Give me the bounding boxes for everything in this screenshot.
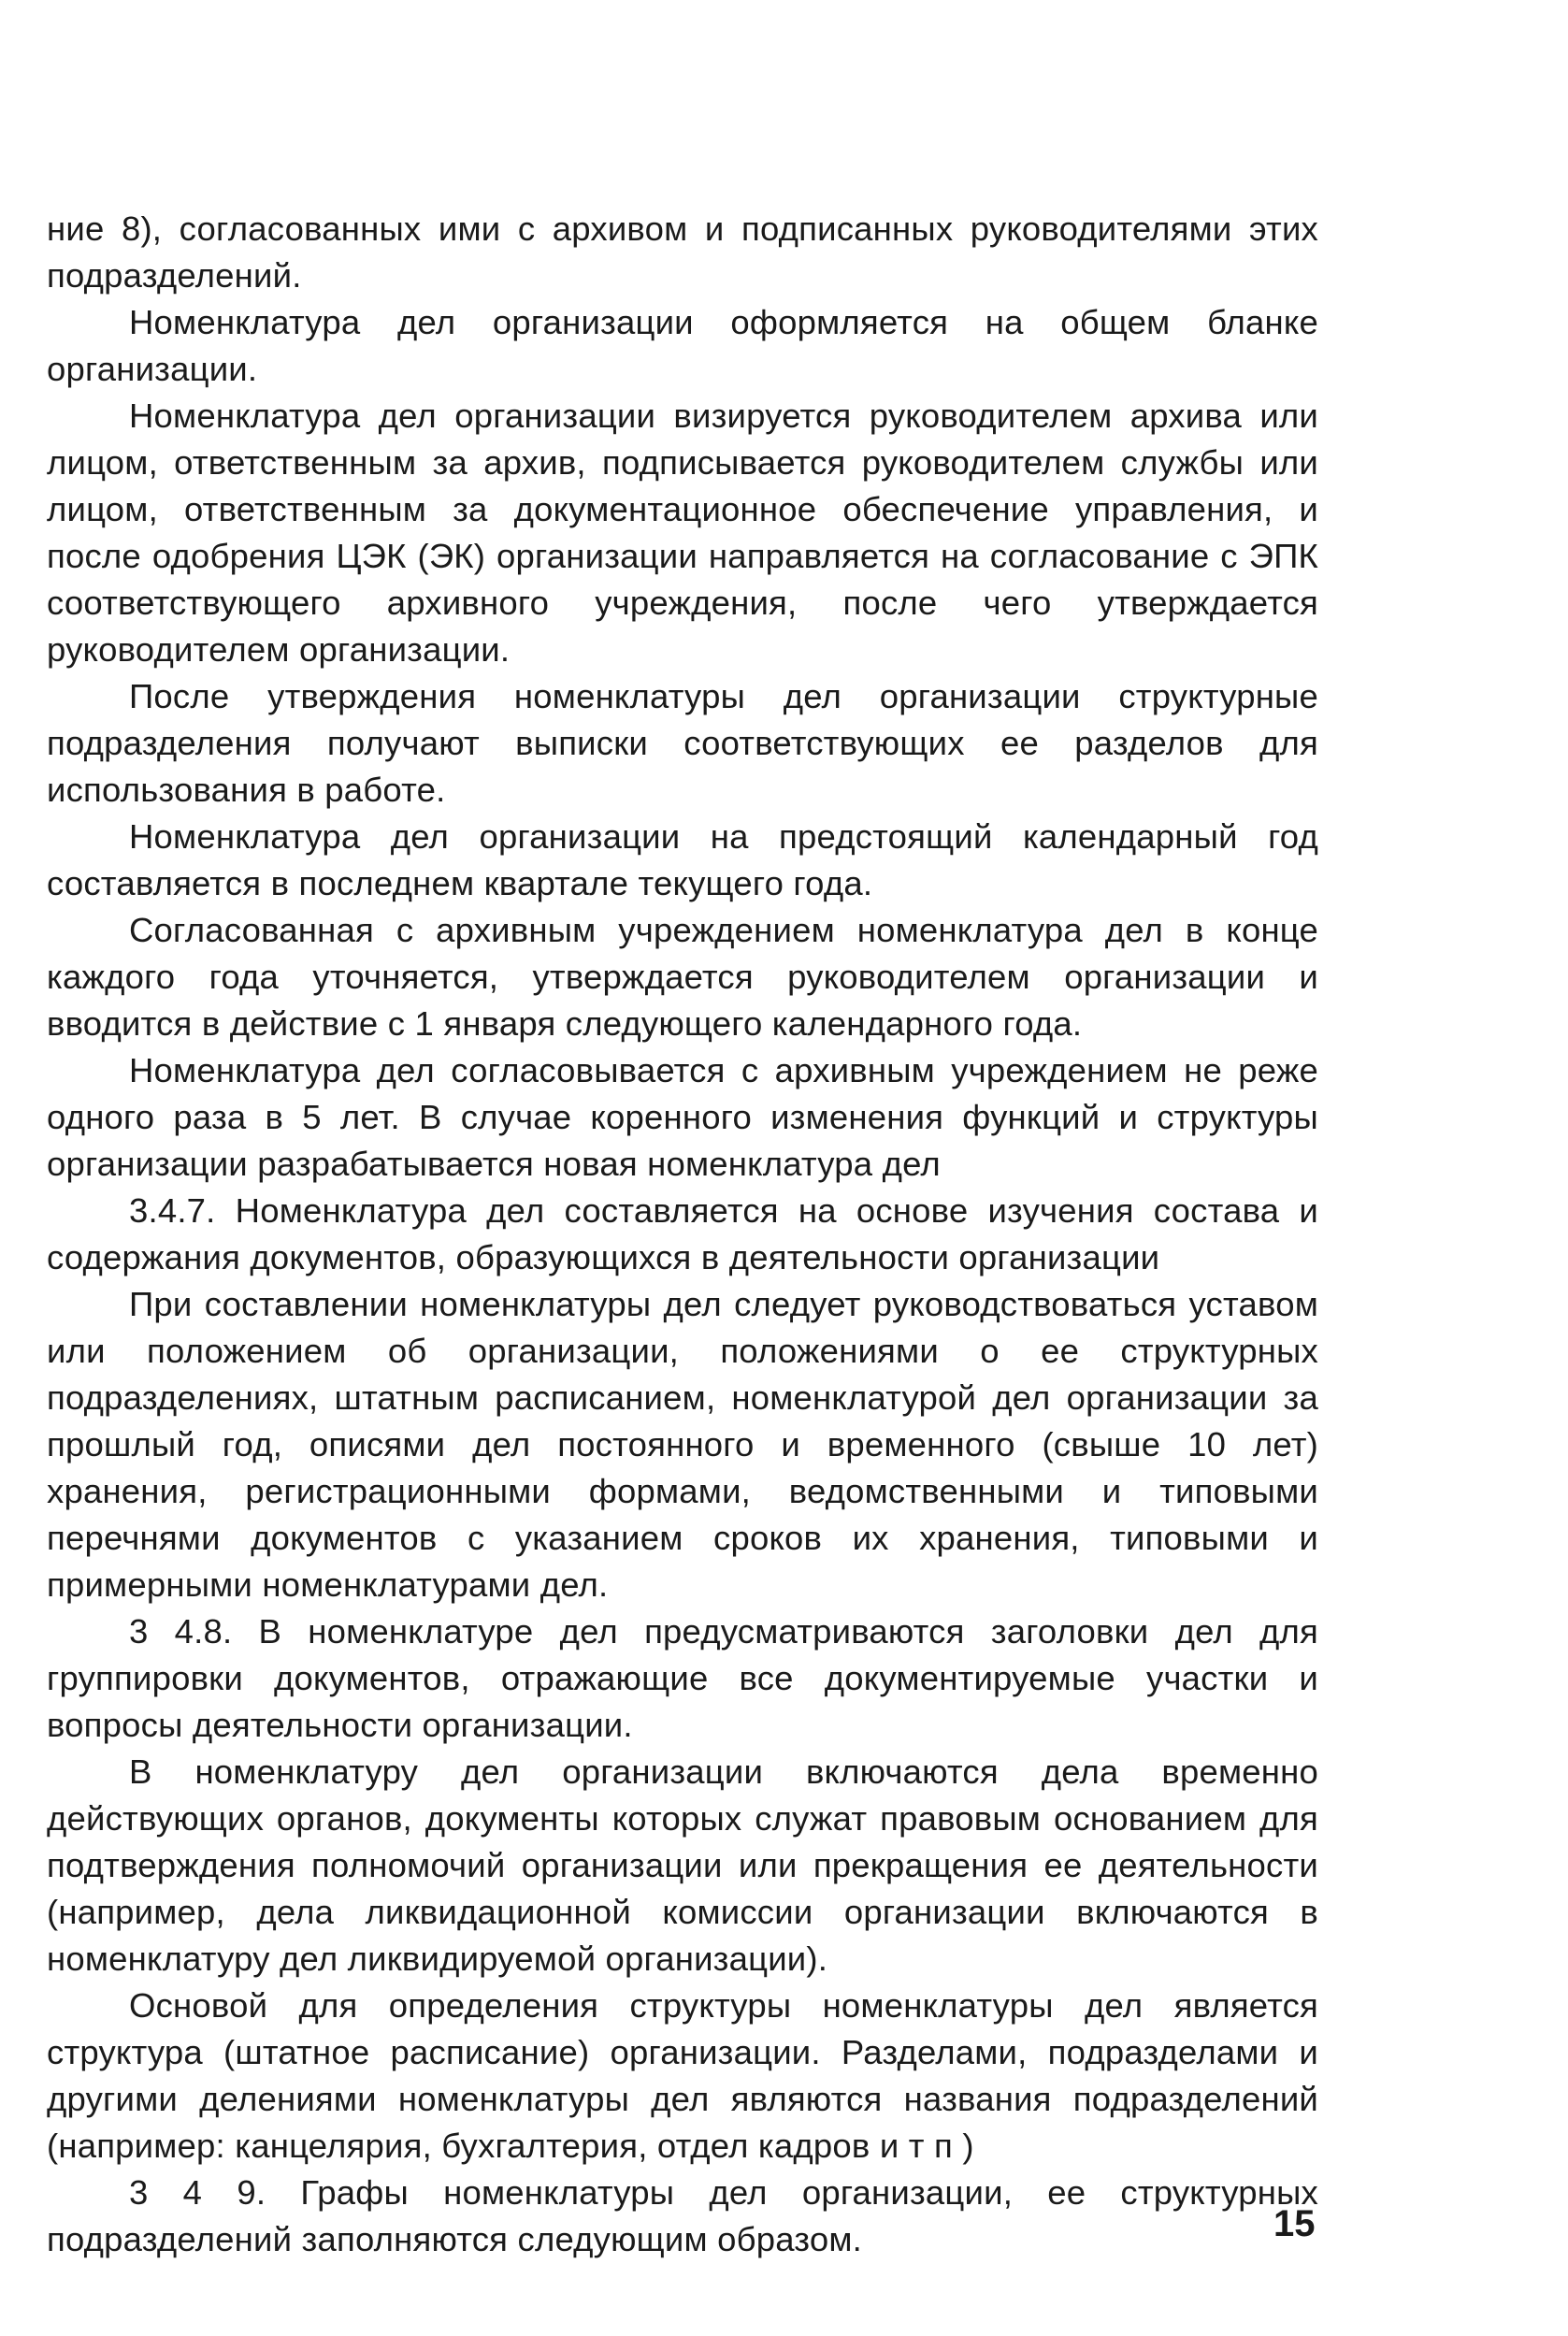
paragraph: Номенклатура дел согласовывается с архивным учреждением не реже одного раза в 5 лет. В случае коренного изменения функций и структуры организации разрабатывается новая номенклатура дел bbox=[47, 1051, 1318, 1183]
paragraph: Номенклатура дел организации на предстоящий календарный год составляется в последнем квартале текущего года. bbox=[47, 817, 1318, 902]
paragraph-section-3-4-7: 3.4.7. Номенклатура дел составляется на основе изучения состава и содержания документов, образующихся в деятельности организации bbox=[47, 1191, 1318, 1276]
paragraph: Согласованная с архивным учреждением номенклатура дел в конце каждого года уточняется, утверждается руководителем организации и вводится в действие с 1 января следующего календарного года. bbox=[47, 911, 1318, 1043]
paragraph-section-3-4-9: 3 4 9. Графы номенклатуры дел организации, ее структурных подразделений заполняются следующим образом. bbox=[47, 2173, 1318, 2258]
paragraph: Номенклатура дел организации оформляется на общем бланке организации. bbox=[47, 303, 1318, 388]
paragraph: В номенклатуру дел организации включаются дела временно действующих органов, документы которых служат правовым основанием для подтверждения полномочий организации или прекращения ее деятельности (например, дела ликвидационной комиссии организации включаются в номенклатуру дел ликвидируемой организации). bbox=[47, 1752, 1318, 1978]
body-text bbox=[47, 206, 1318, 2263]
paragraph-continuation: ние 8), согласованных ими с архивом и подписанных руководителями этих подразделений. bbox=[47, 209, 1318, 295]
paragraph: Номенклатура дел организации визируется руководителем архива или лицом, ответственным за архив, подписывается руководителем службы или лицом, ответственным за документационное обеспечение управления, и после одобрения ЦЭК (ЭК) организации направляется на согласование с ЭПК соответствующего архивного учреждения, после чего утверждается руководителем организации. bbox=[47, 397, 1318, 669]
paragraph: Основой для определения структуры номенклатуры дел является структура (штатное расписание) организации. Разделами, подразделами и другими делениями номенклатуры дел являются названия подразделений (например: канцелярия, бухгалтерия, отдел кадров и т п ) bbox=[47, 1986, 1318, 2165]
paragraph: При составлении номенклатуры дел следует руководствоваться уставом или положением об организации, положениями о ее структурных подразделениях, штатным расписанием, номенклатурой дел организации за прошлый год, описями дел постоянного и временного (свыше 10 лет) хранения, регистрационными формами, ведомственными и типовыми перечнями документов с указанием сроков их хранения, типовыми и примерными номенклатурами дел. bbox=[47, 1285, 1318, 1604]
page-number: 15 bbox=[1273, 2203, 1316, 2244]
paragraph: После утверждения номенклатуры дел организации структурные подразделения получают выписки соответствующих ее разделов для использования в работе. bbox=[47, 677, 1318, 809]
paragraph-section-3-4-8: 3 4.8. В номенклатуре дел предусматриваются заголовки дел для группировки документов, отражающие все документируемые участки и вопросы деятельности организации. bbox=[47, 1612, 1318, 1744]
